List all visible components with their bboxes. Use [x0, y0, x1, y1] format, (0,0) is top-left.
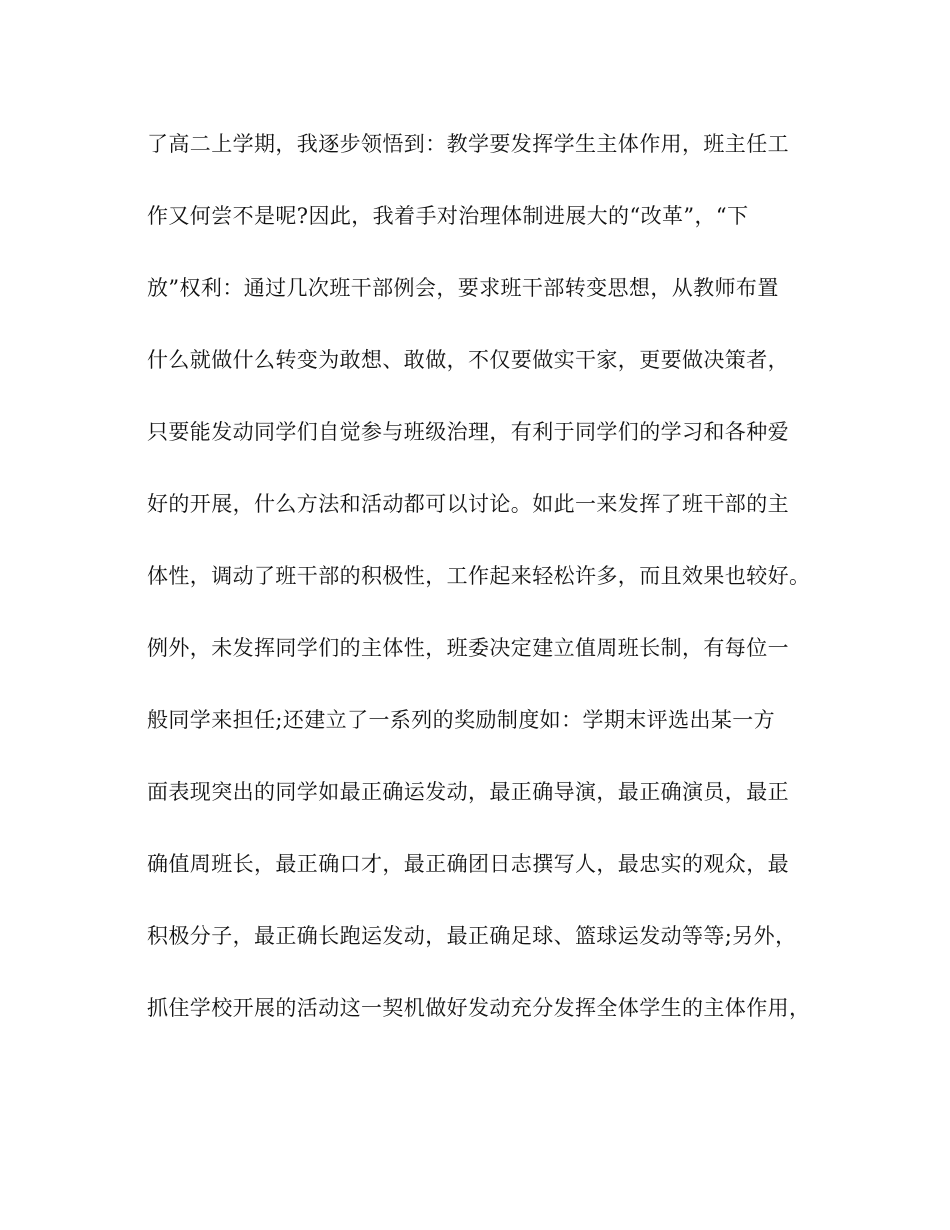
text-line: 放”权利：通过几次班干部例会，要求班干部转变思想，从教师布置 [147, 276, 779, 300]
text-line: 例外，未发挥同学们的主体性，班委决定建立值周班长制，有每位一 [147, 636, 789, 660]
text-line: 什么就做什么转变为敢想、敢做，不仅要做实干家，更要做决策者， [147, 348, 789, 372]
text-line: 确值周班长，最正确口才，最正确团日志撰写人，最忠实的观众，最 [147, 852, 789, 876]
text-line: 好的开展，什么方法和活动都可以讨论。如此一来发挥了班干部的主 [147, 492, 789, 516]
text-line: 只要能发动同学们自觉参与班级治理，有利于同学们的学习和各种爱 [147, 420, 789, 444]
text-line: 积极分子，最正确长跑运发动，最正确足球、篮球运发动等等;另外， [147, 924, 797, 948]
text-line: 了高二上学期，我逐步领悟到：教学要发挥学生主体作用，班主任工 [147, 132, 789, 156]
body-text [147, 124, 827, 1060]
text-line: 般同学来担任;还建立了一系列的奖励制度如：学期末评选出某一方 [147, 708, 776, 732]
text-line: 抓住学校开展的活动这一契机做好发动充分发挥全体学生的主体作用， [147, 996, 811, 1020]
text-line: 面表现突出的同学如最正确运发动，最正确导演，最正确演员，最正 [147, 780, 789, 804]
text-line: 作又何尝不是呢?因此，我着手对治理体制进展大的“改革”，“下 [147, 204, 749, 228]
text-line: 体性，调动了班干部的积极性，工作起来轻松许多，而且效果也较好。 [147, 564, 811, 588]
